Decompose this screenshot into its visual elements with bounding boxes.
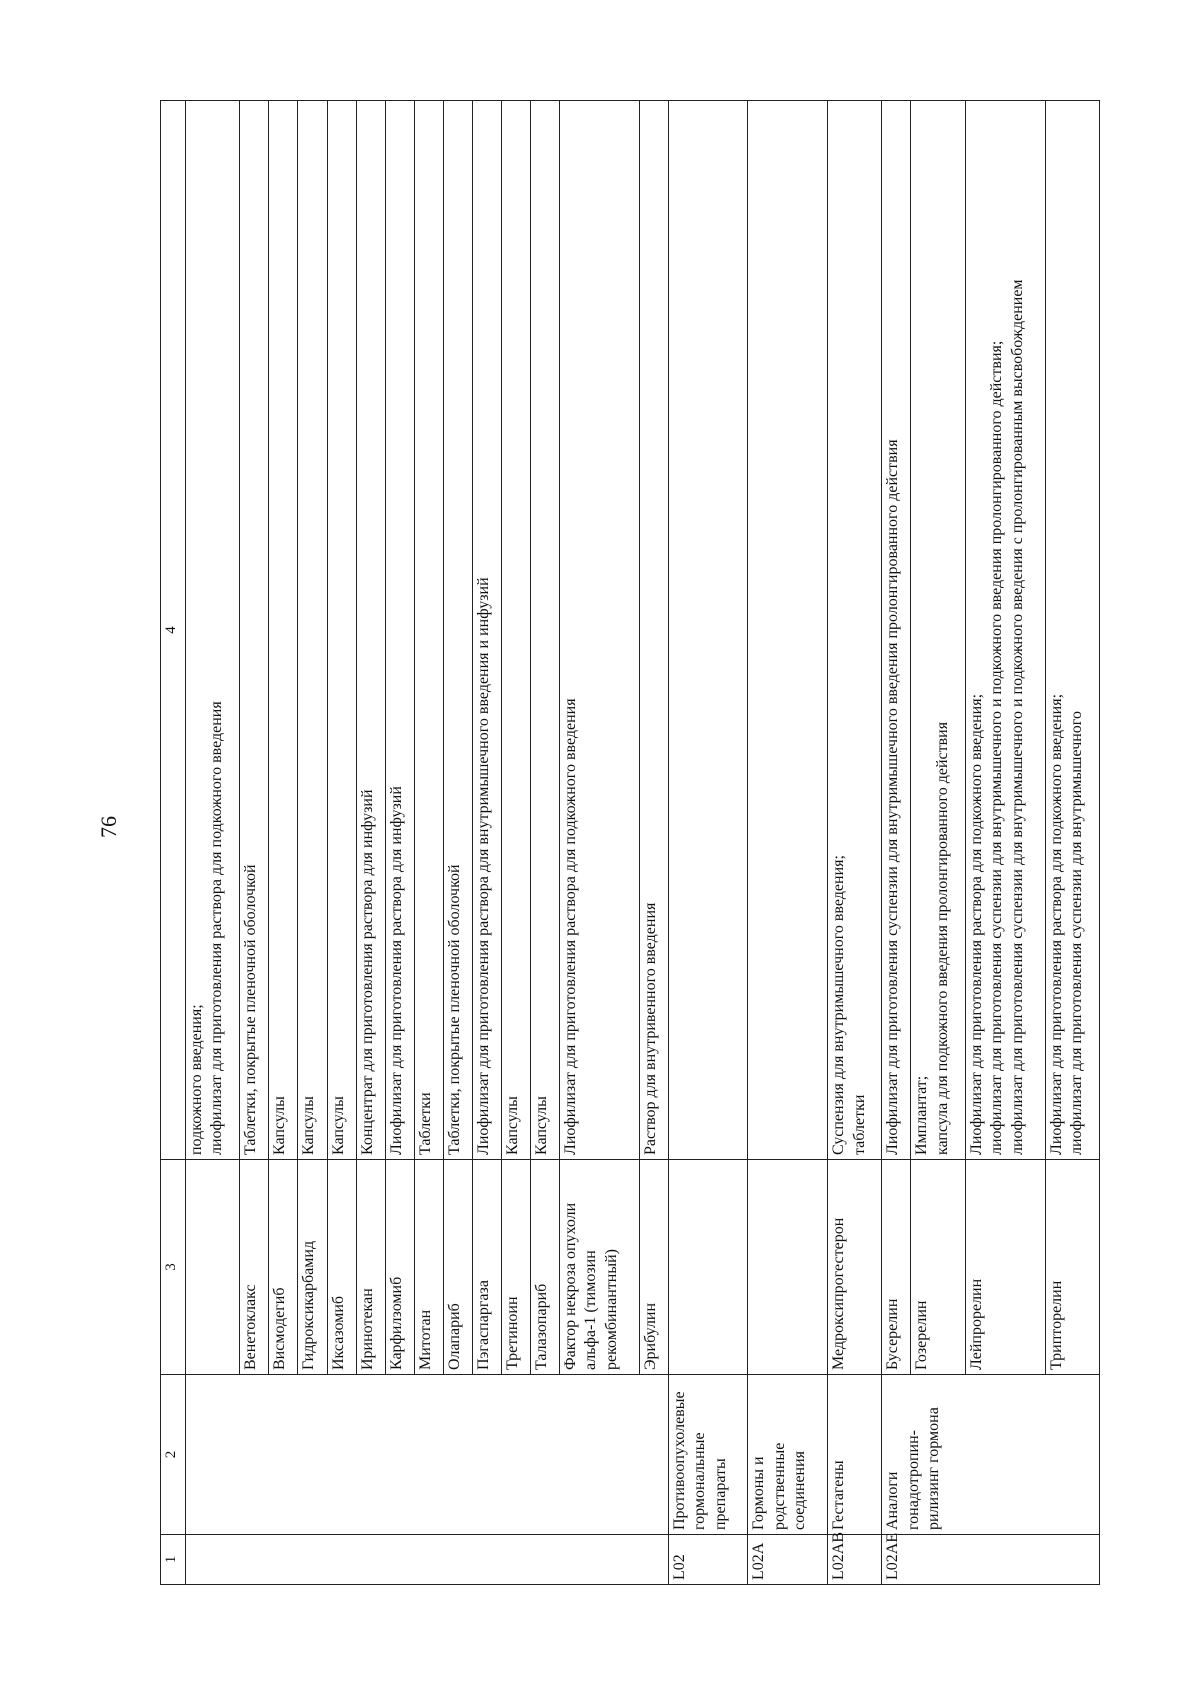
table-row <box>911 101 965 1585</box>
form-cell: Суспензия для внутримышечного введения; таблетки <box>828 101 882 1160</box>
form-cell: Имплантат; капсула для подкожного введения пролонгированного действия <box>911 101 965 1160</box>
form-cell: подкожного введения; лиофилизат для приготовления раствора для подкожного введения <box>186 101 240 1160</box>
drug-cell: Фактор некроза опухоли альфа-1 (тимозин рекомбинантный) <box>559 1160 639 1375</box>
table-row <box>186 101 240 1585</box>
drug-cell: Пэгаспаргаза <box>472 1160 501 1375</box>
group-name: Противоопухолевые гормональные препараты <box>668 1375 748 1535</box>
atc-code: L02AE <box>882 1535 1100 1585</box>
table-row <box>501 101 530 1585</box>
table-row <box>443 101 472 1585</box>
form-cell: Лиофилизат для приготовления раствора для внутримышечного введения и инфузий <box>472 101 501 1160</box>
column-number: 4 <box>161 101 186 1160</box>
drug-cell: Медроксипрогестерон <box>828 1160 882 1375</box>
drug-cell: Венетоклакс <box>240 1160 269 1375</box>
atc-code: L02AB <box>828 1535 882 1585</box>
table-row <box>269 101 298 1585</box>
drug-cell <box>668 1160 748 1375</box>
form-cell: Капсулы <box>530 101 559 1160</box>
form-cell: Лиофилизат для приготовления раствора для подкожного введения <box>559 101 639 1160</box>
form-cell: Лиофилизат для приготовления раствора для подкожного введения; лиофилизат для приготовления суспензии для внутримышечного и подкожного введения пролонгированного действия; лиофилизат для приготовления суспензии для внутримышечного и подкожного введения с пролонгированным высвобождением <box>965 101 1045 1160</box>
form-cell: Таблетки, покрытые пленочной оболочкой <box>443 101 472 1160</box>
atc-code: L02A <box>748 1535 828 1585</box>
drug-cell: Лейпрорелин <box>965 1160 1045 1375</box>
table-row-l02 <box>668 101 748 1585</box>
rotated-table-wrapper <box>160 100 1100 1585</box>
code-cell <box>186 1535 669 1585</box>
atc-code: L02 <box>668 1535 748 1585</box>
form-cell: Капсулы <box>501 101 530 1160</box>
table-row <box>356 101 385 1585</box>
drug-cell <box>186 1160 240 1375</box>
column-number: 2 <box>161 1375 186 1535</box>
drug-cell <box>748 1160 828 1375</box>
drug-cell: Третиноин <box>501 1160 530 1375</box>
group-cell <box>186 1375 669 1535</box>
table-row <box>965 101 1045 1585</box>
drug-cell: Трипторелин <box>1045 1160 1099 1375</box>
form-cell: Капсулы <box>327 101 356 1160</box>
table-row <box>385 101 414 1585</box>
drug-cell: Олапариб <box>443 1160 472 1375</box>
form-cell <box>748 101 828 1160</box>
table-row-l02a <box>748 101 828 1585</box>
table-row-l02ab <box>828 101 882 1585</box>
drug-cell: Митотан <box>414 1160 443 1375</box>
drug-cell: Висмодегиб <box>269 1160 298 1375</box>
drug-cell: Иксазомиб <box>327 1160 356 1375</box>
table-row <box>414 101 443 1585</box>
form-cell: Лиофилизат для приготовления раствора для инфузий <box>385 101 414 1160</box>
table-row <box>298 101 327 1585</box>
table-row-l02ae <box>882 101 911 1585</box>
table-row <box>639 101 668 1585</box>
drug-table <box>160 100 1100 1585</box>
form-cell: Капсулы <box>269 101 298 1160</box>
drug-cell: Талазопариб <box>530 1160 559 1375</box>
column-number: 1 <box>161 1535 186 1585</box>
table-row <box>1045 101 1099 1585</box>
form-cell: Лиофилизат для приготовления раствора для подкожного введения; лиофилизат для приготовления суспензии для внутримышечного <box>1045 101 1099 1160</box>
column-number-row <box>161 101 186 1585</box>
group-name: Аналоги гонадотропин-рилизинг гормона <box>882 1375 1100 1535</box>
table-row <box>559 101 639 1585</box>
table-row <box>530 101 559 1585</box>
form-cell: Таблетки, покрытые пленочной оболочкой <box>240 101 269 1160</box>
table-row <box>472 101 501 1585</box>
column-number: 3 <box>161 1160 186 1375</box>
form-cell <box>668 101 748 1160</box>
form-cell: Лиофилизат для приготовления суспензии для внутримышечного введения пролонгированного действия <box>882 101 911 1160</box>
drug-cell: Бусерелин <box>882 1160 911 1375</box>
page-number: 76 <box>96 816 121 838</box>
drug-cell: Иринотекан <box>356 1160 385 1375</box>
form-cell: Раствор для внутривенного введения <box>639 101 668 1160</box>
drug-cell: Карфилзомиб <box>385 1160 414 1375</box>
form-cell: Таблетки <box>414 101 443 1160</box>
drug-cell: Эрибулин <box>639 1160 668 1375</box>
group-name: Гестагены <box>828 1375 882 1535</box>
table-row <box>240 101 269 1585</box>
drug-cell: Гозерелин <box>911 1160 965 1375</box>
group-name: Гормоны и родственные соединения <box>748 1375 828 1535</box>
table-row <box>327 101 356 1585</box>
form-cell: Капсулы <box>298 101 327 1160</box>
form-cell: Концентрат для приготовления раствора для инфузий <box>356 101 385 1160</box>
drug-cell: Гидроксикарбамид <box>298 1160 327 1375</box>
